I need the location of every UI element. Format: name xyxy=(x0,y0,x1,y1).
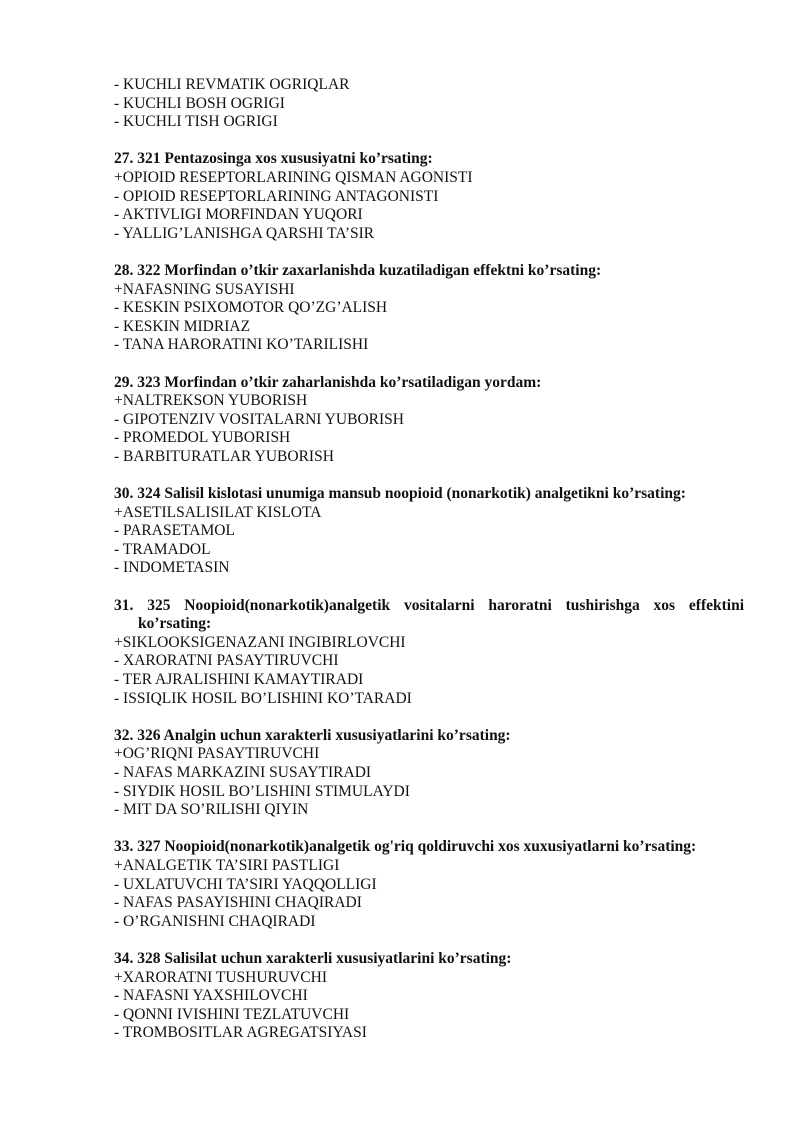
answer-option: - KUCHLI TISH OGRIGI xyxy=(114,113,278,131)
question-31 xyxy=(114,597,744,709)
answer-option: - TRAMADOL xyxy=(114,540,211,558)
answer-option: - NAFASNI YAXSHILOVCHI xyxy=(114,987,308,1005)
answer-option: - SIYDIK HOSIL BO’LISHINI STIMULAYDI xyxy=(114,782,410,800)
question-title: 34. 328 Salisilat uchun xarakterli xususiyatlarini ko’rsating: xyxy=(114,949,512,967)
answer-option: - PROMEDOL YUBORISH xyxy=(114,429,291,447)
answer-option: - NAFAS PASAYISHINI CHAQIRADI xyxy=(114,894,362,912)
answer-option: - ISSIQLIK HOSIL BO’LISHINI KO’TARADI xyxy=(114,689,412,707)
answer-option-correct: +OG’RIQNI PASAYTIRUVCHI xyxy=(114,745,320,763)
answer-option-correct: +OPIOID RESEPTORLARINING QISMAN AGONISTI xyxy=(114,168,473,186)
question-title: 33. 327 Noopioid(nonarkotik)analgetik og'riq qoldiruvchi xos xuxusiyatlarni ko’rsating: xyxy=(114,838,697,856)
answer-option: - KESKIN MIDRIAZ xyxy=(114,317,251,335)
answer-option: - AKTIVLIGI MORFINDAN YUQORI xyxy=(114,206,363,224)
answer-option: - UXLATUVCHI TA’SIRI YAQQOLLIGI xyxy=(114,875,377,893)
question-30 xyxy=(114,485,744,578)
question-title: 30. 324 Salisil kislotasi unumiga mansub noopioid (nonarkotik) analgetikni ko’rsating: xyxy=(114,485,686,503)
question-title: 27. 321 Pentazosinga xos xususiyatni ko’rsating: xyxy=(114,150,433,168)
answer-option: - BARBITURATLAR YUBORISH xyxy=(114,447,334,465)
question-title: 31. 325 Noopioid(nonarkotik)analgetik vositalarni haroratni tushirishga xos effektini xyxy=(114,596,744,614)
answer-option: - KUCHLI REVMATIK OGRIQLAR xyxy=(114,76,350,93)
question-34 xyxy=(114,950,744,1043)
answer-option-correct: +NALTREKSON YUBORISH xyxy=(114,392,308,410)
question-title: 32. 326 Analgin uchun xarakterli xususiyatlarini ko’rsating: xyxy=(114,726,511,744)
answer-option: - QONNI IVISHINI TEZLATUVCHI xyxy=(114,1005,350,1023)
answer-option-correct: +SIKLOOKSIGENAZANI INGIBIRLOVCHI xyxy=(114,633,406,651)
answer-option: - TANA HARORATINI KO’TARILISHI xyxy=(114,336,369,354)
answer-option-correct: +ASETILSALISILAT KISLOTA xyxy=(114,503,322,521)
answer-option: - TER AJRALISHINI KAMAYTIRADI xyxy=(114,671,364,688)
answer-option: - OPIOID RESEPTORLARINING ANTAGONISTI xyxy=(114,187,439,205)
answer-option: - KESKIN PSIXOMOTOR QO’ZG’ALISH xyxy=(114,299,388,317)
document-content xyxy=(114,76,744,1043)
answer-option: - XARORATNI PASAYTIRUVCHI xyxy=(114,652,339,670)
intro-options xyxy=(114,76,744,132)
question-27 xyxy=(114,150,744,243)
answer-option: - GIPOTENZIV VOSITALARNI YUBORISH xyxy=(114,410,404,428)
question-33 xyxy=(114,838,744,931)
question-title: 28. 322 Morfindan o’tkir zaxarlanishda kuzatiladigan effektni ko’rsating: xyxy=(114,261,602,279)
answer-option: - INDOMETASIN xyxy=(114,559,230,577)
question-title: 29. 323 Morfindan o’tkir zaharlanishda ko’rsatiladigan yordam: xyxy=(114,373,542,391)
question-32 xyxy=(114,727,744,820)
answer-option: - KUCHLI BOSH OGRIGI xyxy=(114,94,285,112)
answer-option: - NAFAS MARKAZINI SUSAYTIRADI xyxy=(114,763,372,781)
question-title-continuation: ko’rsating: xyxy=(138,615,212,633)
answer-option: - PARASETAMOL xyxy=(114,522,235,540)
answer-option-correct: +XARORATNI TUSHURUVCHI xyxy=(114,968,327,986)
question-29 xyxy=(114,374,744,467)
answer-option: - O’RGANISHNI CHAQIRADI xyxy=(114,912,316,930)
answer-option: - TROMBOSITLAR AGREGATSIYASI xyxy=(114,1024,367,1042)
answer-option-correct: +NAFASNING SUSAYISHI xyxy=(114,280,295,298)
answer-option: - MIT DA SO’RILISHI QIYIN xyxy=(114,801,309,819)
answer-option-correct: +ANALGETIK TA’SIRI PASTLIGI xyxy=(114,856,340,874)
answer-option: - YALLIG’LANISHGA QARSHI TA’SIR xyxy=(114,224,375,242)
question-28 xyxy=(114,262,744,355)
